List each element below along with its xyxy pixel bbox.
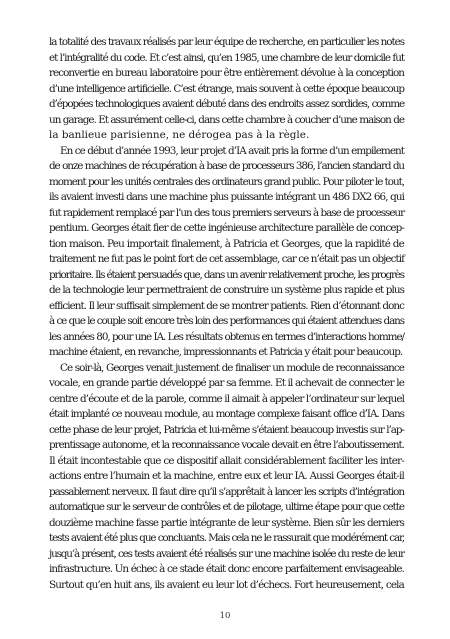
- text-line: de onze machines de récupération à base de processeurs 386, l’ancien standard du: [49, 160, 404, 172]
- text-line: la totalité des travaux réalisés par leur équipe de recherche, en particulier les notes: [49, 36, 404, 48]
- text-line: vocale, en grande partie développé par sa femme. Et il achevait de connecter le: [49, 377, 404, 389]
- text-line: traitement ne fut pas le point fort de cet assemblage, car ce n’était pas un objectif: [49, 253, 404, 265]
- text-line: fut rapidement remplacé par l’un des tous premiers serveurs à base de processeur: [49, 206, 404, 219]
- text-line: la banlieue parisienne, ne dérogea pas à la règle.: [49, 129, 310, 141]
- text-line: efficient. Il leur suffisait simplement de se montrer patients. Rien d’étonnant donc: [49, 299, 405, 312]
- text-line: Il était incontestable que ce dispositif allait considérablement faciliter les inter-: [49, 454, 404, 467]
- text-line: tests avaient été plus que concluants. Mais cela ne le rassurait que modérément car,: [49, 532, 404, 544]
- page-number: 10: [219, 611, 231, 621]
- text-line: Ce soir-là, Georges venait justement de finaliser un module de reconnaissance: [60, 361, 404, 374]
- text-line: machine étaient, en revanche, impressionnants et Patricia y était pour beaucoup.: [49, 346, 403, 358]
- text-line: centre d’écoute et de la parole, comme il aimait à appeler l’ordinateur sur lequel: [49, 392, 404, 405]
- text-line: d’une intelligence artificielle. C’est étrange, mais souvent à cette époque beaucoup: [49, 82, 404, 95]
- text-line: En ce début d’année 1993, leur projet d’IA avait pris la forme d’un empilement: [60, 144, 404, 157]
- text-line: d’épopées technologiques avaient débuté dans des endroits assez sordides, comme: [49, 98, 404, 110]
- text-line: moment pour les unités centrales des ordinateurs grand public. Pour piloter le tout,: [49, 175, 404, 188]
- text-line: cette phase de leur projet, Patricia et lui-même s’étaient beaucoup investis sur l’ap-: [49, 423, 404, 436]
- text-line: automatique sur le serveur de contrôles et de pilotage, ultime étape pour que cette: [49, 501, 404, 513]
- text-line: à ce que le couple soit encore très loin des performances qui étaient attendues dans: [49, 315, 404, 327]
- text-line: un garage. Et assurément celle-ci, dans cette chambre à coucher d’une maison de: [49, 113, 404, 126]
- text-line: jusqu’à présent, ces tests avaient été réalisés sur une machine isolée du reste de leur: [49, 547, 404, 560]
- text-line: Surtout qu’en huit ans, ils avaient eu leur lot d’échecs. Fort heureusement, cela: [49, 578, 404, 591]
- text-line: pentium. Georges était fier de cette ingénieuse architecture parallèle de concep-: [49, 222, 404, 234]
- text-line: reconvertie en bureau laboratoire pour être entièrement dévolue à la conception: [49, 67, 404, 79]
- text-line: et l’intégralité du code. Et c’est ainsi, qu’en 1985, une chambre de leur domicile fut: [49, 51, 404, 64]
- text-line: de la technologie leur permettraient de construire un système plus rapide et plus: [49, 284, 404, 296]
- text-line: prioritaire. Ils étaient persuadés que, dans un avenir relativement proche, les progrès: [49, 268, 404, 281]
- text-line: prentissage autonome, et la reconnaissance vocale devait en être l’aboutissement.: [49, 439, 404, 451]
- text-line: ils avaient investi dans une machine plus puissante intégrant un 486 DX2 66, qui: [49, 191, 404, 203]
- text-line: les années 80, pour une IA. Les résultats obtenus en termes d’interactions homme/: [49, 330, 404, 343]
- text-line: était implanté ce nouveau module, au montage complexe faisant office d’IA. Dans: [49, 408, 404, 420]
- text-line: infrastructure. Un échec à ce stade était donc encore parfaitement envisageable.: [49, 563, 404, 575]
- body-text: [49, 35, 404, 593]
- text-line: passablement nerveux. Il faut dire qu’il s’apprêtait à lancer les scripts d’intégration: [49, 485, 404, 498]
- text-line: tion maison. Peu importait finalement, à Patricia et Georges, que la rapidité de: [49, 237, 404, 250]
- text-line: actions entre l’humain et la machine, entre eux et leur IA. Aussi Georges était-il: [49, 470, 404, 482]
- text-line: douzième machine fasse partie intégrante de leur système. Bien sûr les derniers: [49, 516, 404, 529]
